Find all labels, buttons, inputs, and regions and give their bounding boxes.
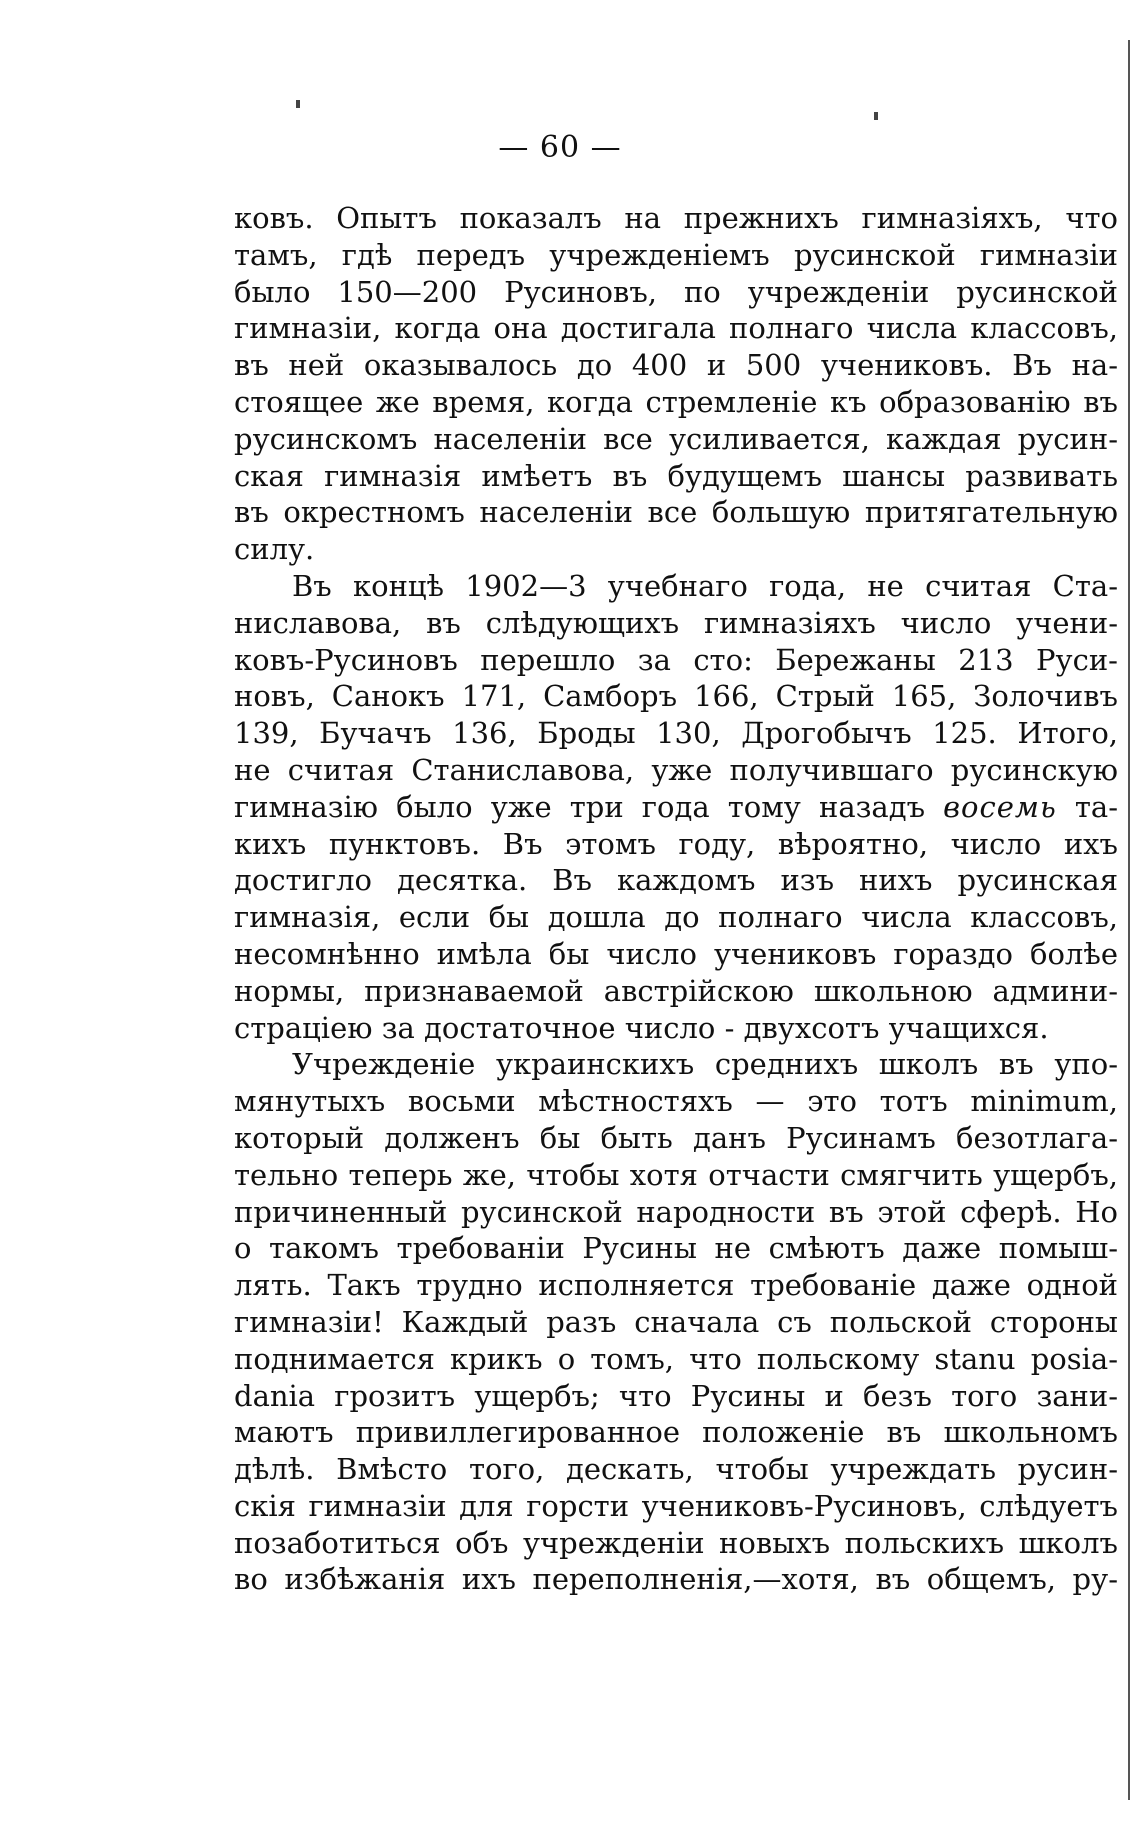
text-segment: та- (1074, 789, 1118, 824)
emphasized-word: восемь (943, 789, 1057, 824)
text-line: ниславова, въ слѣдующихъ гимназіяхъ число учени- (234, 605, 1118, 640)
text-line: маютъ привиллегированное положеніе въ школьномъ (234, 1415, 1118, 1450)
scan-mark-right (874, 112, 878, 120)
text-line: который долженъ бы быть данъ Русинамъ безотлага- (234, 1120, 1118, 1155)
page-number: — 60 — (498, 130, 622, 165)
text-line: причиненный русинской народности въ этой сферѣ. Но (234, 1194, 1118, 1229)
text-line: dania грозитъ ущербъ; что Русины и безъ того зани- (234, 1378, 1118, 1413)
text-line: скія гимназіи для горсти учениковъ-Русиновъ, слѣдуетъ (234, 1488, 1118, 1523)
text-line: гимназія, если бы дошла до полнаго числа классовъ, (234, 900, 1118, 935)
text-line: гимназіи! Каждый разъ сначала съ польской стороны (234, 1304, 1118, 1339)
text-line: ская гимназія имѣетъ въ будущемъ шансы развивать (234, 458, 1118, 493)
text-line: гимназіи, когда она достигала полнаго числа классовъ, (234, 311, 1118, 346)
text-line: стоящее же время, когда стремленіе къ образованію въ (234, 384, 1118, 419)
text-segment: гимназію было уже три года тому назадъ (234, 789, 926, 824)
text-line: ковъ-Русиновъ перешло за сто: Бережаны 213 Руси- (234, 642, 1118, 677)
text-line: ковъ. Опытъ показалъ на прежнихъ гимназіяхъ, что (234, 201, 1118, 235)
text-line: русинскомъ населеніи все усиливается, каждая русин- (234, 421, 1118, 456)
text-line: позаботиться объ учрежденіи новыхъ польскихъ школъ (234, 1525, 1118, 1560)
scan-mark-left (296, 100, 300, 108)
text-line: во избѣжанія ихъ переполненія,—хотя, въ общемъ, ру- (234, 1562, 1118, 1597)
text-line: не считая Станиславова, уже получившаго русинскую (234, 752, 1118, 787)
text-line: мянутыхъ восьми мѣстностяхъ — это тотъ minimum, (234, 1084, 1118, 1119)
text-line: Въ концѣ 1902—3 учебнаго года, не считая Ста- (292, 568, 1118, 603)
text-line: силу. (234, 532, 315, 567)
text-line: тамъ, гдѣ передъ учрежденіемъ русинской гимназіи (234, 237, 1118, 272)
text-line: лять. Такъ трудно исполняется требованіе даже одной (234, 1268, 1118, 1303)
body-text (234, 200, 1118, 1598)
text-line: нормы, признаваемой австрійскою школьною админи- (234, 973, 1118, 1008)
text-line: новъ, Санокъ 171, Самборъ 166, Стрый 165, Золочивъ (234, 679, 1118, 714)
page-edge-rule (1128, 40, 1130, 1800)
text-line: Учрежденіе украинскихъ среднихъ школъ въ упо- (292, 1047, 1118, 1082)
text-line: страціею за достаточное число - двухсотъ учащихся. (234, 1010, 1049, 1045)
text-line: о такомъ требованіи Русины не смѣютъ даже помыш- (234, 1231, 1118, 1266)
text-line: дѣлѣ. Вмѣсто того, дескать, чтобы учреждать русин- (234, 1452, 1118, 1487)
text-line: было 150—200 Русиновъ, по учрежденіи русинской (234, 274, 1118, 309)
text-line-with-emphasis (234, 789, 1118, 826)
text-line: 139, Бучачъ 136, Броды 130, Дрогобычъ 125. Итого, (234, 716, 1118, 751)
text-line: въ окрестномъ населеніи все большую притягательную (234, 495, 1118, 530)
text-line: поднимается крикъ о томъ, что польскому stanu posia- (234, 1341, 1118, 1376)
text-line: тельно теперь же, чтобы хотя отчасти смягчить ущербъ, (234, 1157, 1118, 1192)
text-line: достигло десятка. Въ каждомъ изъ нихъ русинская (234, 863, 1118, 898)
text-line: кихъ пунктовъ. Въ этомъ году, вѣроятно, число ихъ (234, 826, 1118, 861)
text-line: въ ней оказывалось до 400 и 500 учениковъ. Въ на- (234, 348, 1118, 383)
text-line: несомнѣнно имѣла бы число учениковъ гораздо болѣе (234, 936, 1118, 971)
